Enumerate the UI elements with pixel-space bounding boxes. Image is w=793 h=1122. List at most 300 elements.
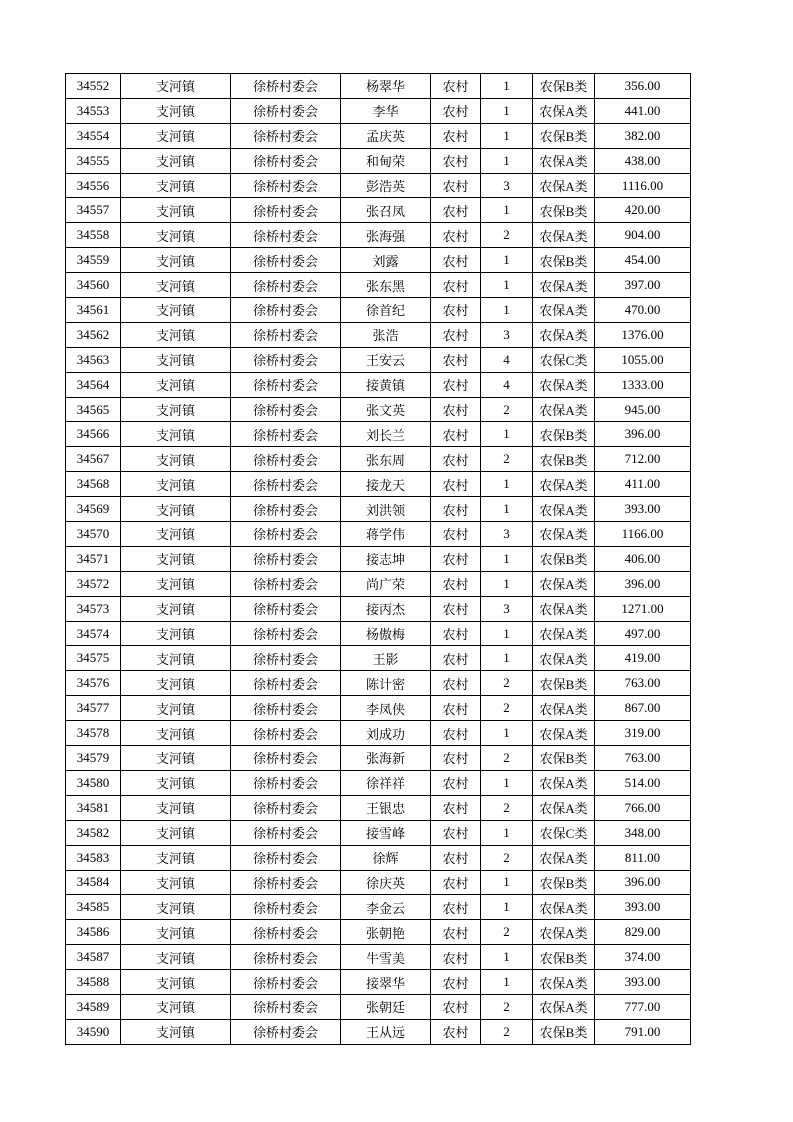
village-committee-cell: 徐桥村委会 — [231, 497, 341, 522]
category-cell: 农村 — [431, 298, 481, 323]
town-cell: 支河镇 — [121, 746, 231, 771]
town-cell: 支河镇 — [121, 696, 231, 721]
person-count-cell: 1 — [481, 123, 533, 148]
amount-cell: 382.00 — [595, 123, 691, 148]
insurance-type-cell: 农保A类 — [533, 596, 595, 621]
person-name-cell: 张朝艳 — [341, 920, 431, 945]
person-count-cell: 2 — [481, 845, 533, 870]
town-cell: 支河镇 — [121, 98, 231, 123]
person-count-cell: 1 — [481, 870, 533, 895]
person-count-cell: 1 — [481, 820, 533, 845]
record-id-cell: 34574 — [66, 621, 121, 646]
amount-cell: 419.00 — [595, 646, 691, 671]
person-count-cell: 1 — [481, 721, 533, 746]
insurance-type-cell: 农保B类 — [533, 1019, 595, 1044]
amount-cell: 454.00 — [595, 248, 691, 273]
table-row — [66, 596, 691, 621]
person-count-cell: 1 — [481, 273, 533, 298]
person-count-cell: 1 — [481, 571, 533, 596]
table-row — [66, 920, 691, 945]
table-row — [66, 298, 691, 323]
insurance-type-cell: 农保B类 — [533, 248, 595, 273]
table-row — [66, 372, 691, 397]
person-name-cell: 接志坤 — [341, 546, 431, 571]
category-cell: 农村 — [431, 945, 481, 970]
record-id-cell: 34575 — [66, 646, 121, 671]
category-cell: 农村 — [431, 671, 481, 696]
town-cell: 支河镇 — [121, 223, 231, 248]
table-row — [66, 497, 691, 522]
table-row — [66, 123, 691, 148]
village-committee-cell: 徐桥村委会 — [231, 347, 341, 372]
record-id-cell: 34562 — [66, 322, 121, 347]
record-id-cell: 34552 — [66, 74, 121, 99]
person-count-cell: 1 — [481, 248, 533, 273]
person-count-cell: 2 — [481, 696, 533, 721]
town-cell: 支河镇 — [121, 173, 231, 198]
town-cell: 支河镇 — [121, 148, 231, 173]
person-name-cell: 接黄镇 — [341, 372, 431, 397]
category-cell: 农村 — [431, 347, 481, 372]
person-name-cell: 刘露 — [341, 248, 431, 273]
town-cell: 支河镇 — [121, 347, 231, 372]
record-id-cell: 34554 — [66, 123, 121, 148]
person-count-cell: 2 — [481, 397, 533, 422]
table-row — [66, 945, 691, 970]
town-cell: 支河镇 — [121, 895, 231, 920]
record-id-cell: 34559 — [66, 248, 121, 273]
category-cell: 农村 — [431, 248, 481, 273]
category-cell: 农村 — [431, 721, 481, 746]
village-committee-cell: 徐桥村委会 — [231, 696, 341, 721]
record-id-cell: 34572 — [66, 571, 121, 596]
table-row — [66, 671, 691, 696]
insurance-type-cell: 农保A类 — [533, 397, 595, 422]
person-name-cell: 孟庆英 — [341, 123, 431, 148]
insurance-type-cell: 农保A类 — [533, 298, 595, 323]
person-count-cell: 1 — [481, 770, 533, 795]
village-committee-cell: 徐桥村委会 — [231, 397, 341, 422]
category-cell: 农村 — [431, 870, 481, 895]
insurance-type-cell: 农保A类 — [533, 895, 595, 920]
village-committee-cell: 徐桥村委会 — [231, 298, 341, 323]
record-id-cell: 34558 — [66, 223, 121, 248]
amount-cell: 393.00 — [595, 895, 691, 920]
person-count-cell: 2 — [481, 920, 533, 945]
record-id-cell: 34584 — [66, 870, 121, 895]
table-row — [66, 770, 691, 795]
person-count-cell: 1 — [481, 970, 533, 995]
amount-cell: 348.00 — [595, 820, 691, 845]
amount-cell: 945.00 — [595, 397, 691, 422]
amount-cell: 791.00 — [595, 1019, 691, 1044]
table-row — [66, 870, 691, 895]
town-cell: 支河镇 — [121, 123, 231, 148]
category-cell: 农村 — [431, 994, 481, 1019]
category-cell: 农村 — [431, 173, 481, 198]
person-name-cell: 接龙天 — [341, 472, 431, 497]
amount-cell: 374.00 — [595, 945, 691, 970]
village-committee-cell: 徐桥村委会 — [231, 472, 341, 497]
amount-cell: 393.00 — [595, 970, 691, 995]
person-name-cell: 接雪峰 — [341, 820, 431, 845]
person-name-cell: 张召凤 — [341, 198, 431, 223]
village-committee-cell: 徐桥村委会 — [231, 546, 341, 571]
person-name-cell: 徐辉 — [341, 845, 431, 870]
table-body — [66, 74, 691, 1045]
amount-cell: 396.00 — [595, 870, 691, 895]
insurance-type-cell: 农保C类 — [533, 820, 595, 845]
table-row — [66, 148, 691, 173]
insurance-type-cell: 农保A类 — [533, 273, 595, 298]
amount-cell: 1055.00 — [595, 347, 691, 372]
person-count-cell: 4 — [481, 347, 533, 372]
village-committee-cell: 徐桥村委会 — [231, 970, 341, 995]
category-cell: 农村 — [431, 123, 481, 148]
category-cell: 农村 — [431, 372, 481, 397]
amount-cell: 811.00 — [595, 845, 691, 870]
village-committee-cell: 徐桥村委会 — [231, 994, 341, 1019]
town-cell: 支河镇 — [121, 721, 231, 746]
person-name-cell: 接翠华 — [341, 970, 431, 995]
table-row — [66, 696, 691, 721]
record-id-cell: 34560 — [66, 273, 121, 298]
table-row — [66, 522, 691, 547]
village-committee-cell: 徐桥村委会 — [231, 248, 341, 273]
category-cell: 农村 — [431, 596, 481, 621]
village-committee-cell: 徐桥村委会 — [231, 98, 341, 123]
amount-cell: 396.00 — [595, 571, 691, 596]
person-count-cell: 1 — [481, 621, 533, 646]
record-id-cell: 34555 — [66, 148, 121, 173]
category-cell: 农村 — [431, 646, 481, 671]
person-count-cell: 2 — [481, 447, 533, 472]
table-row — [66, 422, 691, 447]
table-row — [66, 970, 691, 995]
records-table — [65, 73, 691, 1045]
person-name-cell: 牛雪美 — [341, 945, 431, 970]
town-cell: 支河镇 — [121, 74, 231, 99]
table-row — [66, 845, 691, 870]
town-cell: 支河镇 — [121, 1019, 231, 1044]
person-name-cell: 彭浩英 — [341, 173, 431, 198]
village-committee-cell: 徐桥村委会 — [231, 895, 341, 920]
table-row — [66, 397, 691, 422]
person-count-cell: 1 — [481, 497, 533, 522]
record-id-cell: 34567 — [66, 447, 121, 472]
record-id-cell: 34564 — [66, 372, 121, 397]
record-id-cell: 34583 — [66, 845, 121, 870]
insurance-type-cell: 农保A类 — [533, 372, 595, 397]
person-count-cell: 2 — [481, 994, 533, 1019]
table-row — [66, 472, 691, 497]
village-committee-cell: 徐桥村委会 — [231, 223, 341, 248]
amount-cell: 712.00 — [595, 447, 691, 472]
person-name-cell: 刘成功 — [341, 721, 431, 746]
record-id-cell: 34570 — [66, 522, 121, 547]
person-name-cell: 杨傲梅 — [341, 621, 431, 646]
table-row — [66, 322, 691, 347]
village-committee-cell: 徐桥村委会 — [231, 920, 341, 945]
table-row — [66, 546, 691, 571]
person-name-cell: 和甸荣 — [341, 148, 431, 173]
table-row — [66, 621, 691, 646]
town-cell: 支河镇 — [121, 994, 231, 1019]
category-cell: 农村 — [431, 546, 481, 571]
village-committee-cell: 徐桥村委会 — [231, 522, 341, 547]
insurance-type-cell: 农保A类 — [533, 497, 595, 522]
amount-cell: 356.00 — [595, 74, 691, 99]
category-cell: 农村 — [431, 273, 481, 298]
amount-cell: 406.00 — [595, 546, 691, 571]
amount-cell: 766.00 — [595, 795, 691, 820]
record-id-cell: 34573 — [66, 596, 121, 621]
amount-cell: 777.00 — [595, 994, 691, 1019]
person-count-cell: 1 — [481, 895, 533, 920]
town-cell: 支河镇 — [121, 920, 231, 945]
insurance-type-cell: 农保A类 — [533, 322, 595, 347]
town-cell: 支河镇 — [121, 422, 231, 447]
amount-cell: 867.00 — [595, 696, 691, 721]
person-name-cell: 李凤侠 — [341, 696, 431, 721]
category-cell: 农村 — [431, 795, 481, 820]
town-cell: 支河镇 — [121, 522, 231, 547]
insurance-type-cell: 农保A类 — [533, 845, 595, 870]
person-count-cell: 1 — [481, 646, 533, 671]
record-id-cell: 34587 — [66, 945, 121, 970]
insurance-type-cell: 农保A类 — [533, 472, 595, 497]
town-cell: 支河镇 — [121, 870, 231, 895]
village-committee-cell: 徐桥村委会 — [231, 123, 341, 148]
person-count-cell: 1 — [481, 148, 533, 173]
table-row — [66, 273, 691, 298]
table-row — [66, 820, 691, 845]
person-count-cell: 1 — [481, 546, 533, 571]
record-id-cell: 34589 — [66, 994, 121, 1019]
record-id-cell: 34561 — [66, 298, 121, 323]
town-cell: 支河镇 — [121, 596, 231, 621]
insurance-type-cell: 农保A类 — [533, 223, 595, 248]
village-committee-cell: 徐桥村委会 — [231, 1019, 341, 1044]
amount-cell: 1166.00 — [595, 522, 691, 547]
record-id-cell: 34590 — [66, 1019, 121, 1044]
amount-cell: 396.00 — [595, 422, 691, 447]
amount-cell: 1376.00 — [595, 322, 691, 347]
category-cell: 农村 — [431, 770, 481, 795]
record-id-cell: 34585 — [66, 895, 121, 920]
person-name-cell: 刘长兰 — [341, 422, 431, 447]
insurance-type-cell: 农保A类 — [533, 770, 595, 795]
insurance-type-cell: 农保B类 — [533, 447, 595, 472]
record-id-cell: 34588 — [66, 970, 121, 995]
town-cell: 支河镇 — [121, 397, 231, 422]
town-cell: 支河镇 — [121, 970, 231, 995]
village-committee-cell: 徐桥村委会 — [231, 596, 341, 621]
person-name-cell: 张东周 — [341, 447, 431, 472]
record-id-cell: 34576 — [66, 671, 121, 696]
village-committee-cell: 徐桥村委会 — [231, 721, 341, 746]
amount-cell: 397.00 — [595, 273, 691, 298]
table-row — [66, 646, 691, 671]
village-committee-cell: 徐桥村委会 — [231, 870, 341, 895]
category-cell: 农村 — [431, 920, 481, 945]
insurance-type-cell: 农保B类 — [533, 123, 595, 148]
town-cell: 支河镇 — [121, 795, 231, 820]
person-name-cell: 王安云 — [341, 347, 431, 372]
person-name-cell: 徐庆英 — [341, 870, 431, 895]
table-row — [66, 721, 691, 746]
person-name-cell: 徐首纪 — [341, 298, 431, 323]
insurance-type-cell: 农保A类 — [533, 173, 595, 198]
insurance-type-cell: 农保B类 — [533, 870, 595, 895]
table-row — [66, 198, 691, 223]
person-count-cell: 1 — [481, 472, 533, 497]
person-name-cell: 王银忠 — [341, 795, 431, 820]
person-name-cell: 张浩 — [341, 322, 431, 347]
person-name-cell: 张东黑 — [341, 273, 431, 298]
insurance-type-cell: 农保B类 — [533, 198, 595, 223]
amount-cell: 470.00 — [595, 298, 691, 323]
person-name-cell: 王影 — [341, 646, 431, 671]
category-cell: 农村 — [431, 571, 481, 596]
table-row — [66, 746, 691, 771]
person-count-cell: 2 — [481, 1019, 533, 1044]
amount-cell: 420.00 — [595, 198, 691, 223]
town-cell: 支河镇 — [121, 646, 231, 671]
table-row — [66, 98, 691, 123]
amount-cell: 319.00 — [595, 721, 691, 746]
person-count-cell: 2 — [481, 223, 533, 248]
record-id-cell: 34577 — [66, 696, 121, 721]
amount-cell: 411.00 — [595, 472, 691, 497]
town-cell: 支河镇 — [121, 621, 231, 646]
person-count-cell: 1 — [481, 98, 533, 123]
village-committee-cell: 徐桥村委会 — [231, 148, 341, 173]
village-committee-cell: 徐桥村委会 — [231, 273, 341, 298]
village-committee-cell: 徐桥村委会 — [231, 770, 341, 795]
insurance-type-cell: 农保B类 — [533, 546, 595, 571]
category-cell: 农村 — [431, 845, 481, 870]
table-row — [66, 447, 691, 472]
record-id-cell: 34580 — [66, 770, 121, 795]
amount-cell: 763.00 — [595, 746, 691, 771]
category-cell: 农村 — [431, 74, 481, 99]
category-cell: 农村 — [431, 148, 481, 173]
table-row — [66, 795, 691, 820]
amount-cell: 1271.00 — [595, 596, 691, 621]
table-row — [66, 223, 691, 248]
village-committee-cell: 徐桥村委会 — [231, 646, 341, 671]
village-committee-cell: 徐桥村委会 — [231, 795, 341, 820]
record-id-cell: 34557 — [66, 198, 121, 223]
person-name-cell: 杨翠华 — [341, 74, 431, 99]
town-cell: 支河镇 — [121, 372, 231, 397]
table-row — [66, 994, 691, 1019]
category-cell: 农村 — [431, 522, 481, 547]
person-name-cell: 刘洪领 — [341, 497, 431, 522]
village-committee-cell: 徐桥村委会 — [231, 746, 341, 771]
category-cell: 农村 — [431, 447, 481, 472]
record-id-cell: 34571 — [66, 546, 121, 571]
person-name-cell: 李华 — [341, 98, 431, 123]
village-committee-cell: 徐桥村委会 — [231, 74, 341, 99]
category-cell: 农村 — [431, 497, 481, 522]
table-row — [66, 1019, 691, 1044]
village-committee-cell: 徐桥村委会 — [231, 422, 341, 447]
category-cell: 农村 — [431, 223, 481, 248]
insurance-type-cell: 农保B类 — [533, 746, 595, 771]
amount-cell: 904.00 — [595, 223, 691, 248]
town-cell: 支河镇 — [121, 770, 231, 795]
insurance-type-cell: 农保A类 — [533, 522, 595, 547]
person-count-cell: 4 — [481, 372, 533, 397]
insurance-type-cell: 农保A类 — [533, 148, 595, 173]
amount-cell: 829.00 — [595, 920, 691, 945]
amount-cell: 514.00 — [595, 770, 691, 795]
person-count-cell: 1 — [481, 198, 533, 223]
person-name-cell: 李金云 — [341, 895, 431, 920]
record-id-cell: 34568 — [66, 472, 121, 497]
town-cell: 支河镇 — [121, 273, 231, 298]
village-committee-cell: 徐桥村委会 — [231, 372, 341, 397]
category-cell: 农村 — [431, 397, 481, 422]
person-count-cell: 2 — [481, 671, 533, 696]
person-count-cell: 1 — [481, 422, 533, 447]
person-count-cell: 3 — [481, 173, 533, 198]
category-cell: 农村 — [431, 198, 481, 223]
amount-cell: 1116.00 — [595, 173, 691, 198]
village-committee-cell: 徐桥村委会 — [231, 322, 341, 347]
village-committee-cell: 徐桥村委会 — [231, 571, 341, 596]
record-id-cell: 34578 — [66, 721, 121, 746]
insurance-type-cell: 农保A类 — [533, 721, 595, 746]
category-cell: 农村 — [431, 422, 481, 447]
category-cell: 农村 — [431, 820, 481, 845]
town-cell: 支河镇 — [121, 472, 231, 497]
insurance-type-cell: 农保A类 — [533, 970, 595, 995]
insurance-type-cell: 农保B类 — [533, 671, 595, 696]
village-committee-cell: 徐桥村委会 — [231, 621, 341, 646]
town-cell: 支河镇 — [121, 447, 231, 472]
category-cell: 农村 — [431, 98, 481, 123]
table-row — [66, 248, 691, 273]
insurance-type-cell: 农保B类 — [533, 74, 595, 99]
person-count-cell: 3 — [481, 522, 533, 547]
town-cell: 支河镇 — [121, 945, 231, 970]
record-id-cell: 34566 — [66, 422, 121, 447]
town-cell: 支河镇 — [121, 322, 231, 347]
person-count-cell: 1 — [481, 298, 533, 323]
person-name-cell: 张文英 — [341, 397, 431, 422]
person-name-cell: 尚广荣 — [341, 571, 431, 596]
insurance-type-cell: 农保A类 — [533, 621, 595, 646]
category-cell: 农村 — [431, 696, 481, 721]
person-count-cell: 1 — [481, 945, 533, 970]
town-cell: 支河镇 — [121, 497, 231, 522]
record-id-cell: 34565 — [66, 397, 121, 422]
amount-cell: 438.00 — [595, 148, 691, 173]
person-count-cell: 3 — [481, 322, 533, 347]
town-cell: 支河镇 — [121, 248, 231, 273]
category-cell: 农村 — [431, 970, 481, 995]
insurance-type-cell: 农保A类 — [533, 571, 595, 596]
village-committee-cell: 徐桥村委会 — [231, 820, 341, 845]
person-name-cell: 王从远 — [341, 1019, 431, 1044]
table-row — [66, 173, 691, 198]
amount-cell: 393.00 — [595, 497, 691, 522]
town-cell: 支河镇 — [121, 571, 231, 596]
person-name-cell: 张海新 — [341, 746, 431, 771]
